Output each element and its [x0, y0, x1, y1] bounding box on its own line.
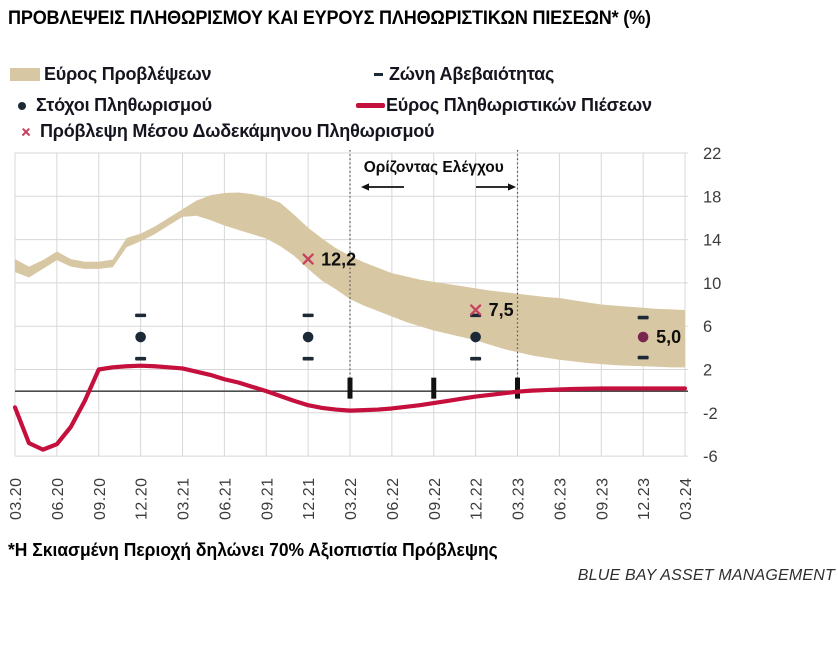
- control-horizon-label: Ορίζοντας Ελέγχου: [363, 159, 504, 176]
- legend-label: Εύρος Προβλέψεων: [44, 64, 212, 84]
- red-line-icon: [356, 103, 385, 108]
- forecast-value-label: 5,0: [656, 327, 682, 348]
- uncertainty-dash: [135, 314, 146, 318]
- x-tick-label: 06.20: [49, 477, 67, 520]
- x-tick-label: 03.22: [343, 477, 360, 520]
- x-tick-label: 12.23: [636, 477, 654, 520]
- x-tick-label: 12.21: [301, 477, 319, 520]
- x-mark-icon: [20, 126, 32, 138]
- x-tick-label: 09.23: [594, 477, 612, 520]
- bold-axis-tick: [431, 378, 436, 399]
- x-tick-label: 03.21: [175, 477, 193, 520]
- x-tick-label: 09.21: [259, 477, 277, 520]
- uncertainty-dash: [638, 356, 649, 360]
- inflation-target-dot: [135, 332, 146, 343]
- footnote: *Η Σκιασμένη Περιοχή δηλώνει 70% Αξιοπιστία Πρόβλεψης: [8, 540, 498, 560]
- inflation-target-dot: [303, 332, 314, 343]
- forecast-value-label: 7,5: [488, 300, 514, 321]
- y-tick-label: 10: [703, 274, 722, 293]
- uncertainty-dash: [135, 357, 146, 361]
- x-tick-label: 12.20: [133, 477, 151, 520]
- x-tick-label: 06.23: [552, 477, 570, 520]
- x-tick-label: 03.23: [510, 477, 528, 520]
- legend-item-pressure-range: [356, 95, 652, 116]
- uncertainty-dash: [303, 314, 314, 318]
- brand-text: BLUE BAY ASSET MANAGEMENT: [577, 567, 835, 584]
- x-tick-label: 09.22: [426, 477, 444, 520]
- y-tick-label: 6: [703, 318, 713, 337]
- horizon-arrow-head: [508, 183, 516, 190]
- legend-item-uncertainty-zone: [372, 64, 554, 85]
- page-title: ΠΡΟΒΛΕΨΕΙΣ ΠΛΗΘΩΡΙΣΜΟΥ ΚΑΙ ΕΥΡΟΥΣ ΠΛΗΘΩΡΙΣΤΙΚΩΝ ΠΙΕΣΕΩΝ* (%): [8, 8, 651, 29]
- x-tick-label: 03.20: [8, 477, 25, 520]
- horizon-arrow-head: [361, 183, 369, 190]
- uncertainty-dash: [470, 357, 481, 361]
- legend-item-forecast-range: [10, 64, 211, 85]
- legend-label: Ζώνη Αβεβαιότητας: [389, 64, 555, 84]
- legend-label: Στόχοι Πληθωρισμού: [36, 95, 212, 115]
- legend-label: Πρόβλεψη Μέσου Δωδεκάμηνου Πληθωρισμού: [40, 121, 435, 141]
- forecast-value-label: 12,2: [321, 249, 357, 270]
- bold-axis-tick: [515, 378, 520, 399]
- inflation-target-dot: [470, 332, 481, 343]
- y-tick-label: 2: [703, 361, 713, 380]
- y-tick-label: -2: [703, 404, 718, 423]
- inflation-chart-canvas: [0, 138, 838, 538]
- x-tick-label: 09.20: [91, 477, 109, 520]
- legend-item-inflation-targets: [16, 95, 212, 116]
- x-tick-label: 06.21: [217, 477, 235, 520]
- y-tick-label: 18: [703, 188, 722, 207]
- dot-icon: [18, 102, 26, 110]
- x-tick-label: 06.22: [384, 477, 402, 520]
- uncertainty-dash: [638, 316, 649, 320]
- inflation-target-dot: [638, 332, 649, 343]
- bold-axis-tick: [348, 378, 353, 399]
- uncertainty-dash: [303, 357, 314, 361]
- legend-label: Εύρος Πληθωριστικών Πιέσεων: [386, 95, 652, 115]
- dash-icon: [374, 73, 383, 76]
- x-tick-label: 12.22: [468, 477, 486, 520]
- y-tick-label: 22: [703, 145, 722, 163]
- band-swatch-icon: [10, 68, 40, 81]
- y-tick-label: 14: [703, 231, 722, 250]
- x-tick-label: 03.24: [678, 477, 695, 520]
- y-tick-label: -6: [703, 448, 718, 467]
